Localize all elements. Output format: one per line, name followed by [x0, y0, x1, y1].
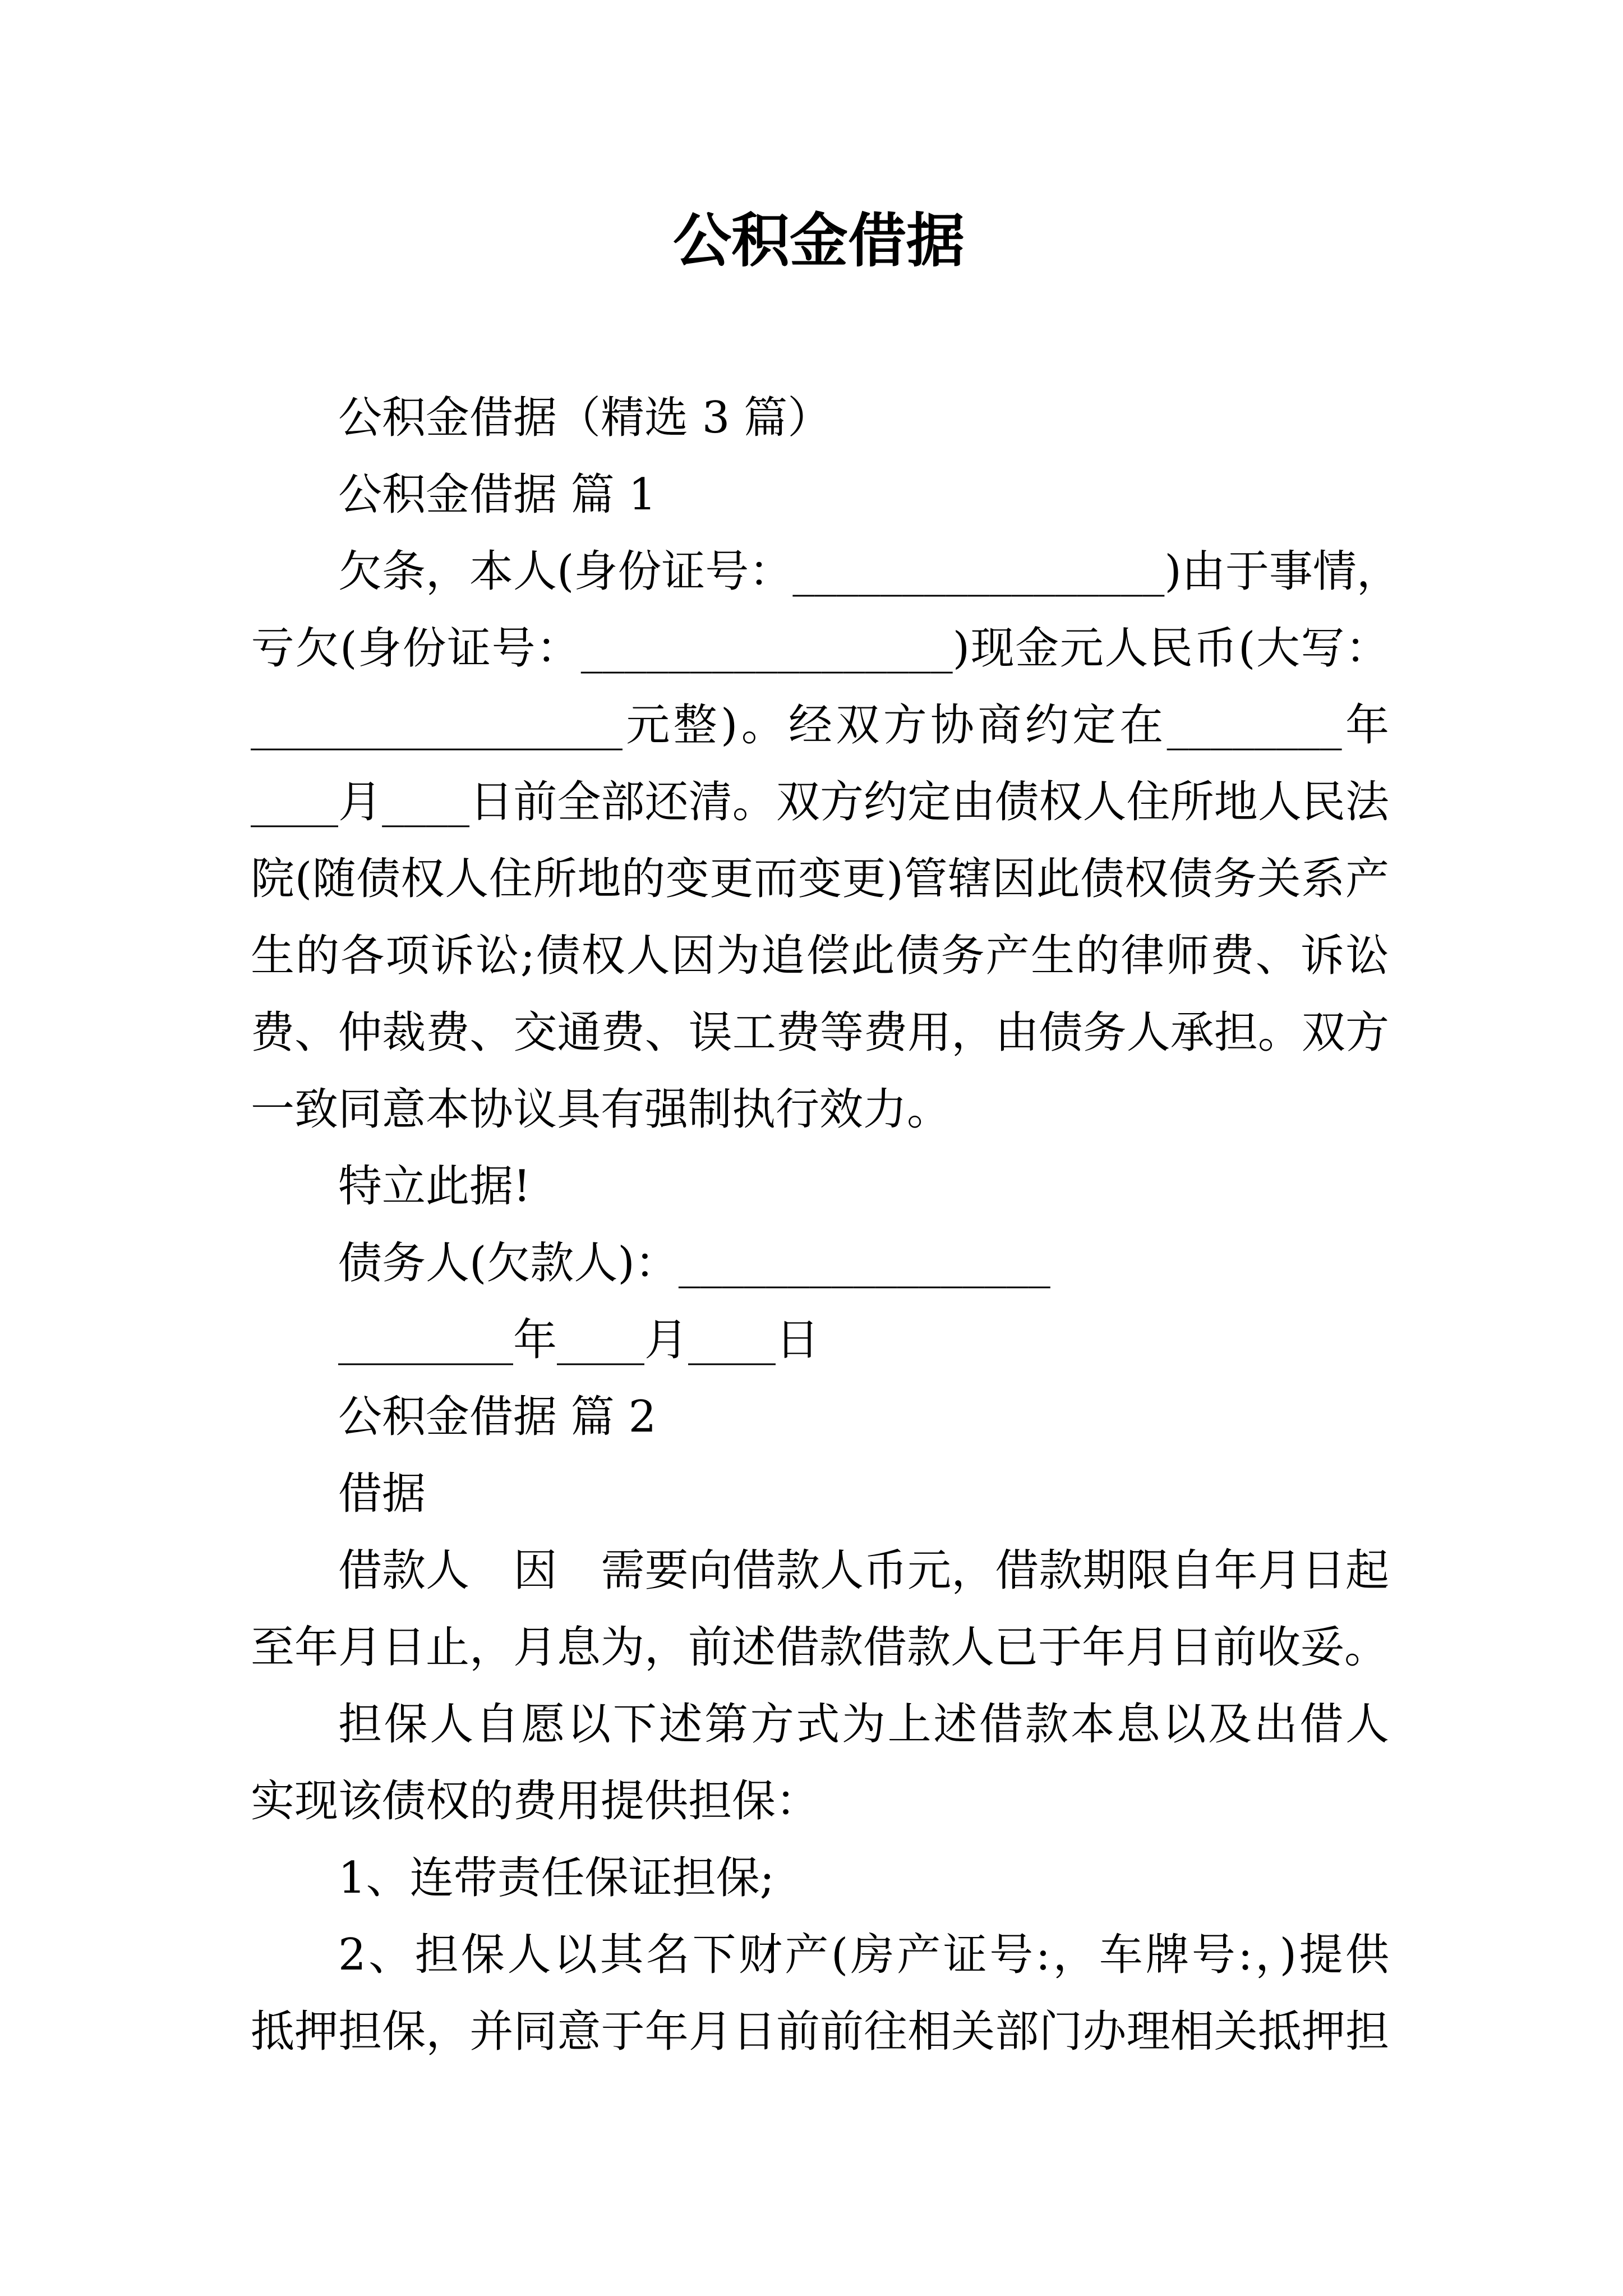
date-line: ________年____月____日: [338, 1315, 820, 1365]
paragraph-line: 亏欠(身份证号：_________________)现金元人民币(大写：: [251, 623, 1389, 674]
paragraph: [251, 1533, 1389, 1686]
paragraph-line: 欠条，本人(身份证号：_________________)由于事情，: [338, 546, 1400, 597]
paragraph-line: 借款人 因 需要向借款人币元，借款期限自年月日起: [338, 1545, 1389, 1596]
paragraph: [251, 1686, 1389, 1840]
paragraph-line: 院(随债权人住所地的变更而变更)管辖因此债权债务关系产: [251, 854, 1389, 904]
paragraph-line: 费、仲裁费、交通费、误工费等费用，由债务人承担。双方: [251, 1007, 1389, 1058]
paragraph-line: 至年月日止，月息为，前述借款借款人已于年月日前收妥。: [251, 1622, 1389, 1673]
paragraph: [251, 533, 1400, 1148]
paragraph-line: 特立此据!: [338, 1161, 531, 1212]
paragraph-line: 生的各项诉讼;债权人因为追偿此债务产生的律师费、诉讼: [251, 931, 1389, 981]
list-item: [251, 1840, 1389, 1917]
paragraph-line: 担保人自愿以下述第方式为上述借款本息以及出借人: [338, 1699, 1389, 1750]
paragraph-line: 1、连带责任保证担保;: [338, 1853, 774, 1903]
document-title: 公积金借据: [672, 206, 965, 275]
paragraph: [251, 1456, 1389, 1533]
collection-title: 公积金借据（精选 3 篇）: [338, 393, 832, 443]
list-item: [251, 1917, 1389, 2070]
paragraph-line: 实现该债权的费用提供担保：: [251, 1776, 820, 1826]
debtor-signature-line: 债务人(欠款人)：_________________: [338, 1238, 1050, 1289]
signature-block: [251, 1225, 1389, 1302]
section-heading: 公积金借据 篇 2: [338, 1392, 657, 1442]
paragraph-line: _________________元整)。经双方协商约定在________年: [251, 700, 1389, 751]
date-block: [251, 1302, 1389, 1379]
paragraph-line: 借据: [338, 1469, 426, 1519]
paragraph-line: ____月____日前全部还清。双方约定由债权人住所地人民法: [251, 777, 1389, 827]
document-body: [251, 380, 1400, 2070]
section-1: [251, 457, 1400, 1379]
paragraph-line: 2、担保人以其名下财产(房产证号:，车牌号:，)提供: [338, 1930, 1389, 1980]
paragraph-line: 一致同意本协议具有强制执行效力。: [251, 1084, 951, 1135]
section-2: [251, 1379, 1389, 2070]
paragraph-line: 抵押担保，并同意于年月日前前往相关部门办理相关抵押担: [251, 2007, 1389, 2057]
section-heading: 公积金借据 篇 1: [338, 470, 657, 520]
paragraph: [251, 1148, 1389, 1225]
